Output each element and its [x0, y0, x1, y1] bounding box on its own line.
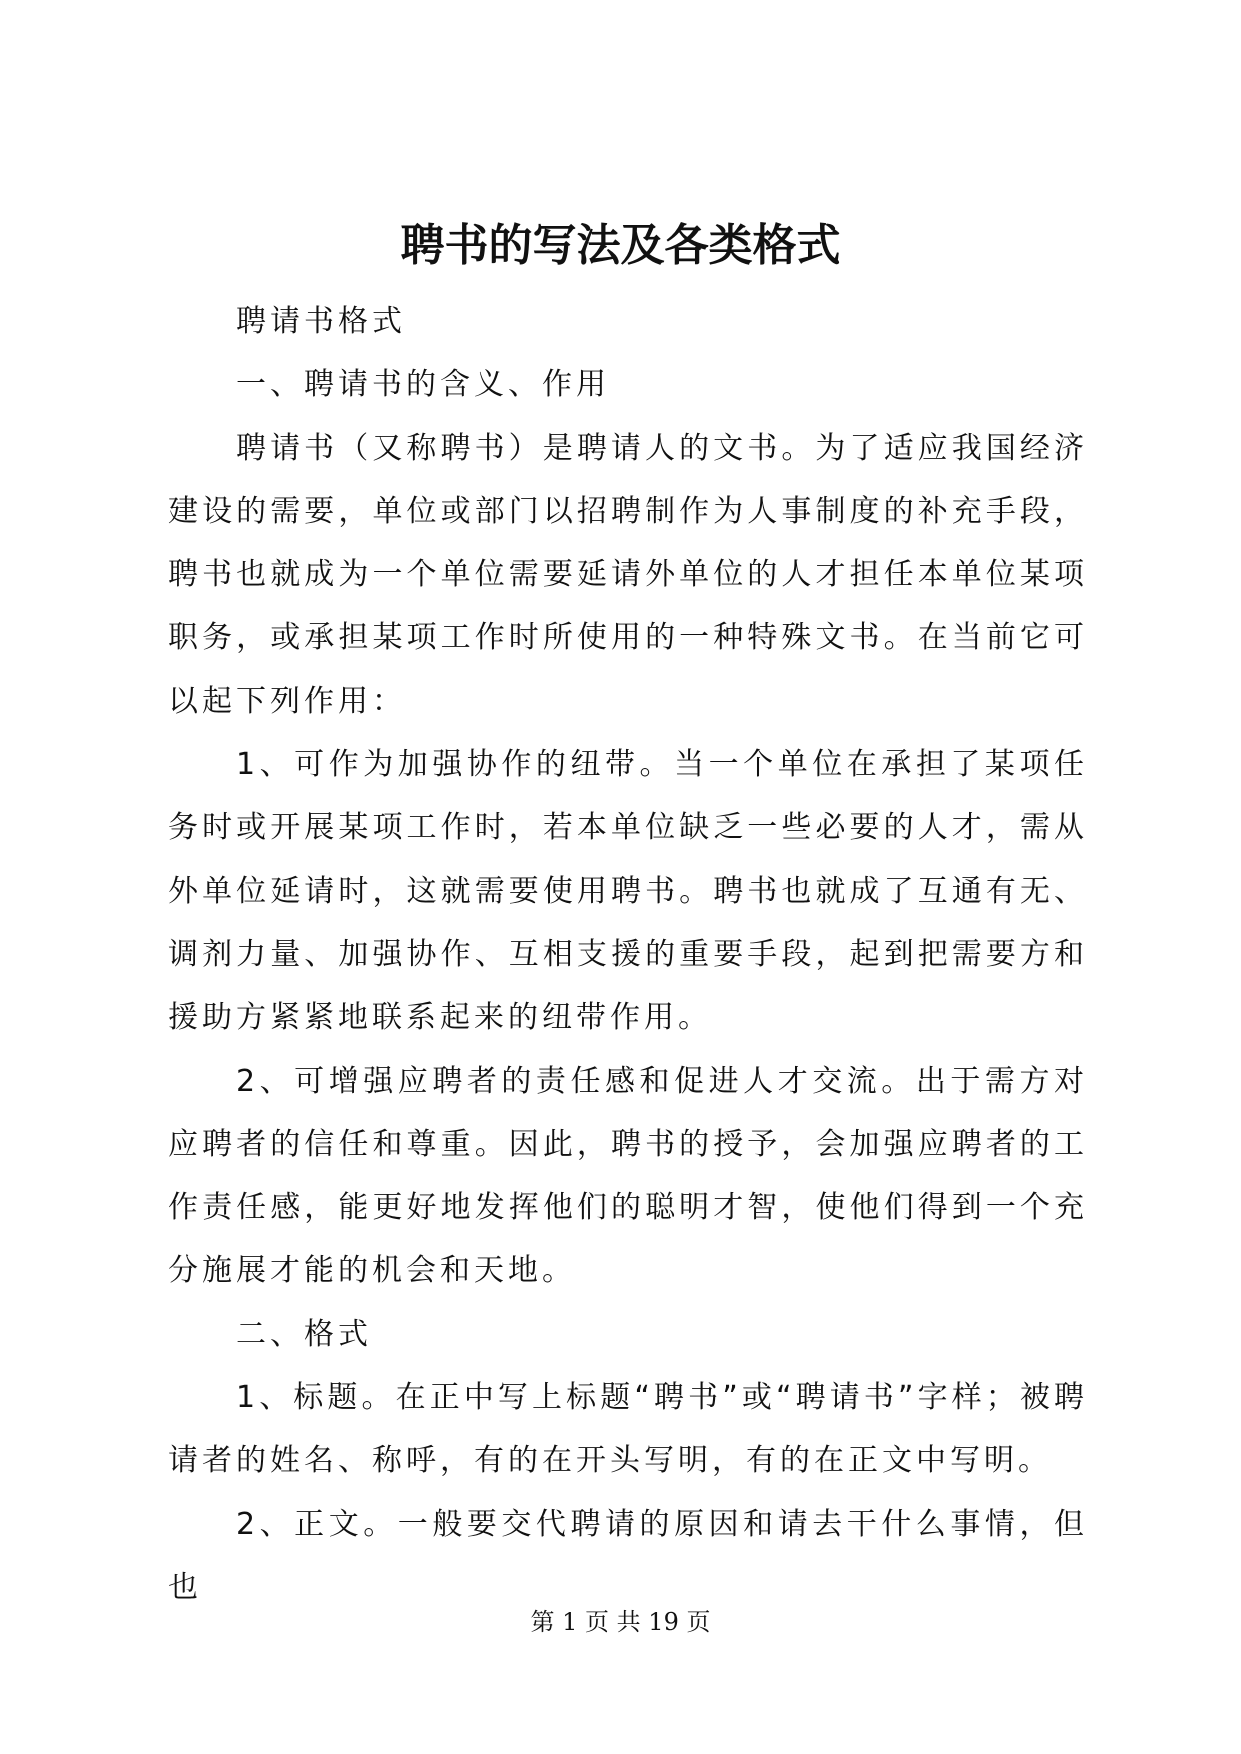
page-number-footer: 第 1 页 共 19 页 — [530, 1608, 711, 1636]
paragraph-format-body: 2、正文。一般要交代聘请的原因和请去干什么事情，但也 — [168, 1506, 1088, 1605]
paragraph-section-two-heading: 二、格式 — [236, 1316, 372, 1352]
paragraph-item-2: 2、可增强应聘者的责任感和促进人才交流。出于需方对应聘者的信任和尊重。因此，聘书的授予，会加强应聘者的工作责任感，能更好地发挥他们的聪明才智，使他们得到一个充分施展才能的机会和天地。 — [168, 1063, 1088, 1289]
paragraph-definition: 聘请书（又称聘书）是聘请人的文书。为了适应我国经济建设的需要，单位或部门以招聘制作为人事制度的补充手段，聘书也就成为一个单位需要延请外单位的人才担任本单位某项职务，或承担某项工作时所使用的一种特殊文书。在当前它可以起下列作用： — [168, 430, 1088, 719]
paragraph-section-one-heading: 一、聘请书的含义、作用 — [236, 367, 610, 403]
paragraph-heading-format: 聘请书格式 — [236, 304, 406, 339]
paragraph-format-title: 1、标题。在正中写上标题“聘书”或“聘请书”字样；被聘请者的姓名、称呼，有的在开头写明，有的在正文中写明。 — [168, 1380, 1088, 1479]
document-body — [168, 290, 1088, 1619]
paragraph-item-1: 1、可作为加强协作的纽带。当一个单位在承担了某项任务时或开展某项工作时，若本单位缺乏一些必要的人才，需从外单位延请时，这就需要使用聘书。聘书也就成了互通有无、调剂力量、加强协作、互相支援的重要手段，起到把需要方和援助方紧紧地联系起来的纽带作用。 — [168, 747, 1088, 1036]
document-title: 聘书的写法及各类格式 — [400, 220, 841, 271]
